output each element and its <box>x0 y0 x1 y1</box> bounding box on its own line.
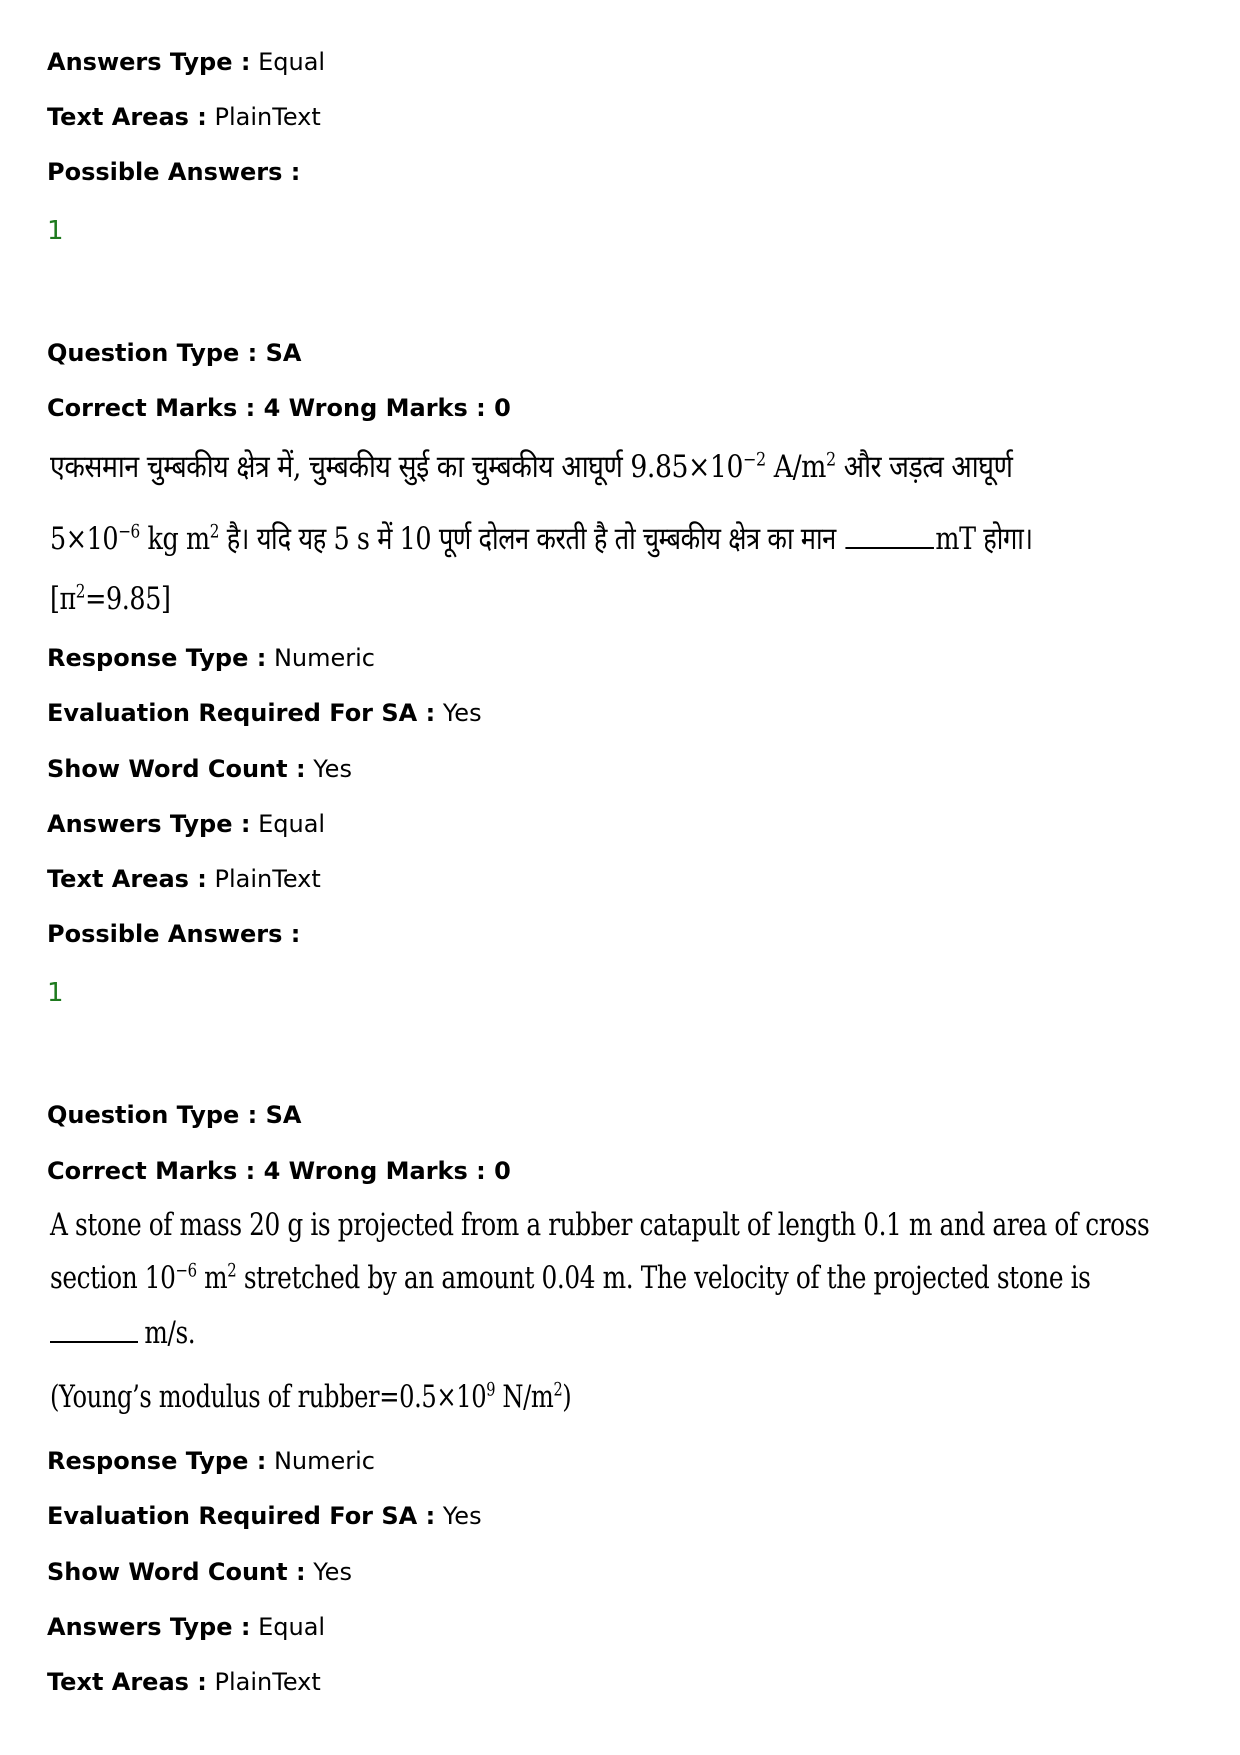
marks-text: Correct Marks : 4 Wrong Marks : 0 <box>47 394 511 422</box>
question-type <box>47 338 301 368</box>
response-type-label: Response Type : <box>47 644 267 672</box>
exponent: −2 <box>742 449 766 471</box>
exponent: 9 <box>486 1379 496 1401</box>
possible-answers-row <box>47 157 300 187</box>
word-count-value: Yes <box>313 1558 352 1586</box>
question-fragment: (Young’s modulus of rubber=0.5×10 <box>50 1379 487 1415</box>
question-fragment: m <box>196 1260 228 1296</box>
text-areas-row <box>47 1667 321 1697</box>
question-fragment: =9.85] <box>85 581 171 617</box>
exponent: 2 <box>826 449 836 471</box>
question-fragment: stretched by an amount 0.04 m. The velocity of the projected stone is <box>236 1260 1091 1296</box>
question-fragment: एकसमान चुम्बकीय क्षेत्र में, चुम्बकीय सुई का चुम्बकीय आघूर्ण 9.85×10 <box>50 449 743 485</box>
text-areas-label: Text Areas : <box>47 1668 207 1696</box>
exponent: 2 <box>227 1260 237 1282</box>
text-areas-row <box>47 102 321 132</box>
question-type-text: Question Type : SA <box>47 339 302 367</box>
question-text-line <box>50 580 170 618</box>
response-type-row <box>47 643 375 673</box>
possible-answers-row <box>47 919 300 949</box>
evaluation-value: Yes <box>442 1502 482 1530</box>
question-fragment: kg m <box>139 521 210 557</box>
evaluation-row <box>47 698 482 728</box>
exponent: 2 <box>209 521 220 543</box>
text-areas-value: PlainText <box>214 1668 321 1696</box>
exponent: 2 <box>553 1379 563 1401</box>
response-type-value: Numeric <box>273 1447 375 1475</box>
response-type-value: Numeric <box>273 644 375 672</box>
question-text-line <box>50 448 1012 486</box>
response-type-row <box>47 1446 375 1476</box>
evaluation-label: Evaluation Required For SA : <box>47 699 436 727</box>
possible-answers-label: Possible Answers : <box>47 158 301 186</box>
question-fragment: mT होगा। <box>935 521 1033 557</box>
answers-type-row <box>47 1612 325 1642</box>
answers-type-label: Answers Type : <box>47 1613 251 1641</box>
word-count-row <box>47 754 352 784</box>
question-fragment: A/m <box>765 449 827 485</box>
marks-row <box>47 393 511 423</box>
question-fragment: A stone of mass 20 g is projected from a rubber catapult of length 0.1 m and area of cross <box>50 1207 1150 1243</box>
question-fragment: m/s. <box>144 1315 196 1351</box>
possible-answers-label: Possible Answers : <box>47 920 301 948</box>
evaluation-row <box>47 1501 482 1531</box>
possible-answer: 1 <box>47 978 64 1008</box>
text-areas-row <box>47 864 321 894</box>
text-areas-label: Text Areas : <box>47 103 207 131</box>
marks-row <box>47 1156 511 1186</box>
exponent: −6 <box>175 1260 197 1282</box>
question-fragment: और जड़त्व आघूर्ण <box>835 449 1013 485</box>
answer-blank <box>50 1340 138 1343</box>
word-count-value: Yes <box>313 755 352 783</box>
text-areas-value: PlainText <box>214 103 321 131</box>
exponent: −6 <box>118 521 140 543</box>
answers-type-label: Answers Type : <box>47 48 251 76</box>
question-type-text: Question Type : SA <box>47 1101 302 1129</box>
question-fragment: section 10 <box>50 1260 176 1296</box>
evaluation-label: Evaluation Required For SA : <box>47 1502 436 1530</box>
question-fragment: है। यदि यह 5 s में 10 पूर्ण दोलन करती है तो चुम्बकीय क्षेत्र का मान <box>219 521 844 557</box>
question-fragment: [π <box>50 581 76 617</box>
question-text-line <box>50 1314 195 1352</box>
exponent: 2 <box>75 581 86 603</box>
answers-type-label: Answers Type : <box>47 810 251 838</box>
answers-type-value: Equal <box>258 48 326 76</box>
question-fragment: 5×10 <box>50 521 119 557</box>
question-text-line <box>50 520 1033 558</box>
text-areas-label: Text Areas : <box>47 865 207 893</box>
answers-type-value: Equal <box>258 1613 326 1641</box>
question-fragment: ) <box>562 1379 572 1415</box>
answers-type-row <box>47 47 325 77</box>
answers-type-row <box>47 809 325 839</box>
question-text-line <box>50 1259 1090 1297</box>
marks-text: Correct Marks : 4 Wrong Marks : 0 <box>47 1157 511 1185</box>
answer-blank <box>845 546 934 549</box>
word-count-row <box>47 1557 352 1587</box>
question-text-line <box>50 1206 1149 1244</box>
word-count-label: Show Word Count : <box>47 755 306 783</box>
word-count-label: Show Word Count : <box>47 1558 306 1586</box>
possible-answer: 1 <box>47 216 64 246</box>
response-type-label: Response Type : <box>47 1447 267 1475</box>
evaluation-value: Yes <box>442 699 482 727</box>
question-fragment: N/m <box>495 1379 554 1415</box>
question-text-line <box>50 1378 571 1416</box>
answers-type-value: Equal <box>258 810 326 838</box>
question-type <box>47 1100 301 1130</box>
text-areas-value: PlainText <box>214 865 321 893</box>
